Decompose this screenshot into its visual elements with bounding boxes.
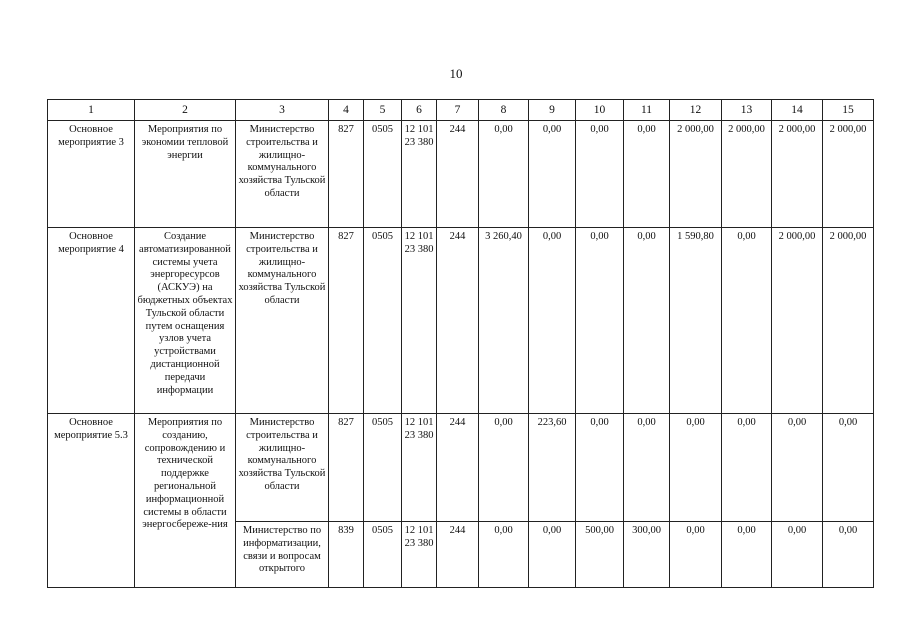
program-table <box>47 99 874 588</box>
cell-c9: 0,00 <box>529 522 576 588</box>
cell-c6: 12 101 23 380 <box>402 228 437 414</box>
cell-c15: 2 000,00 <box>823 121 874 228</box>
column-header: 1 <box>48 100 135 121</box>
cell-c7: 244 <box>437 121 479 228</box>
cell-c8: 0,00 <box>479 121 529 228</box>
cell-c11: 0,00 <box>624 228 670 414</box>
cell-c12: 2 000,00 <box>670 121 722 228</box>
table-header-row <box>48 100 874 121</box>
cell-c8: 0,00 <box>479 414 529 522</box>
cell-c12: 0,00 <box>670 414 722 522</box>
cell-c6: 12 101 23 380 <box>402 522 437 588</box>
cell-c10: 500,00 <box>576 522 624 588</box>
cell-c4: 827 <box>329 228 364 414</box>
column-header: 7 <box>437 100 479 121</box>
cell-c6: 12 101 23 380 <box>402 121 437 228</box>
cell-c14: 2 000,00 <box>772 121 823 228</box>
column-header: 12 <box>670 100 722 121</box>
cell-c6: 12 101 23 380 <box>402 414 437 522</box>
cell-c15: 0,00 <box>823 522 874 588</box>
cell-c14: 0,00 <box>772 522 823 588</box>
cell-c9: 223,60 <box>529 414 576 522</box>
cell-c13: 0,00 <box>722 522 772 588</box>
cell-c13: 0,00 <box>722 228 772 414</box>
cell-c14: 2 000,00 <box>772 228 823 414</box>
cell-c14: 0,00 <box>772 414 823 522</box>
cell-c7: 244 <box>437 228 479 414</box>
column-header: 8 <box>479 100 529 121</box>
cell-c4: 839 <box>329 522 364 588</box>
column-header: 15 <box>823 100 874 121</box>
table-row <box>48 228 874 414</box>
column-header: 6 <box>402 100 437 121</box>
column-header: 3 <box>236 100 329 121</box>
measure-cell: Основное мероприятие 5.3 <box>48 414 135 588</box>
page-number: 10 <box>449 66 463 81</box>
cell-c12: 0,00 <box>670 522 722 588</box>
column-header: 13 <box>722 100 772 121</box>
cell-c8: 3 260,40 <box>479 228 529 414</box>
cell-c5: 0505 <box>364 522 402 588</box>
cell-c4: 827 <box>329 414 364 522</box>
organization-cell: Министерство строительства и жилищно-коммунального хозяйства Тульской области <box>236 228 329 414</box>
measure-cell: Основное мероприятие 4 <box>48 228 135 414</box>
cell-c11: 0,00 <box>624 121 670 228</box>
column-header: 5 <box>364 100 402 121</box>
cell-c11: 300,00 <box>624 522 670 588</box>
cell-c15: 0,00 <box>823 414 874 522</box>
measure-cell: Основное мероприятие 3 <box>48 121 135 228</box>
cell-c5: 0505 <box>364 228 402 414</box>
organization-cell: Министерство по информатизации, связи и вопросам открытого <box>236 522 329 588</box>
column-header: 10 <box>576 100 624 121</box>
cell-c13: 0,00 <box>722 414 772 522</box>
column-header: 2 <box>135 100 236 121</box>
cell-c10: 0,00 <box>576 414 624 522</box>
organization-cell: Министерство строительства и жилищно-коммунального хозяйства Тульской области <box>236 121 329 228</box>
cell-c11: 0,00 <box>624 414 670 522</box>
table-row <box>48 414 874 522</box>
cell-c15: 2 000,00 <box>823 228 874 414</box>
table-row <box>48 121 874 228</box>
cell-c10: 0,00 <box>576 121 624 228</box>
column-header: 14 <box>772 100 823 121</box>
cell-c4: 827 <box>329 121 364 228</box>
column-header: 11 <box>624 100 670 121</box>
cell-c7: 244 <box>437 522 479 588</box>
cell-c8: 0,00 <box>479 522 529 588</box>
column-header: 4 <box>329 100 364 121</box>
cell-c9: 0,00 <box>529 121 576 228</box>
cell-c10: 0,00 <box>576 228 624 414</box>
measure-name-cell: Мероприятия по экономии тепловой энергии <box>135 121 236 228</box>
measure-name-cell: Мероприятия по созданию, сопровождению и технической поддержке региональной информационной системы в области энергосбереже-ния <box>135 414 236 588</box>
cell-c5: 0505 <box>364 414 402 522</box>
column-header: 9 <box>529 100 576 121</box>
organization-cell: Министерство строительства и жилищно-коммунального хозяйства Тульской области <box>236 414 329 522</box>
cell-c7: 244 <box>437 414 479 522</box>
cell-c9: 0,00 <box>529 228 576 414</box>
cell-c13: 2 000,00 <box>722 121 772 228</box>
cell-c5: 0505 <box>364 121 402 228</box>
cell-c12: 1 590,80 <box>670 228 722 414</box>
measure-name-cell: Создание автоматизированной системы учета энергоресурсов (АСКУЭ) на бюджетных объектах Тульской области путем оснащения узлов учета устройствами дистанционной передачи информации <box>135 228 236 414</box>
